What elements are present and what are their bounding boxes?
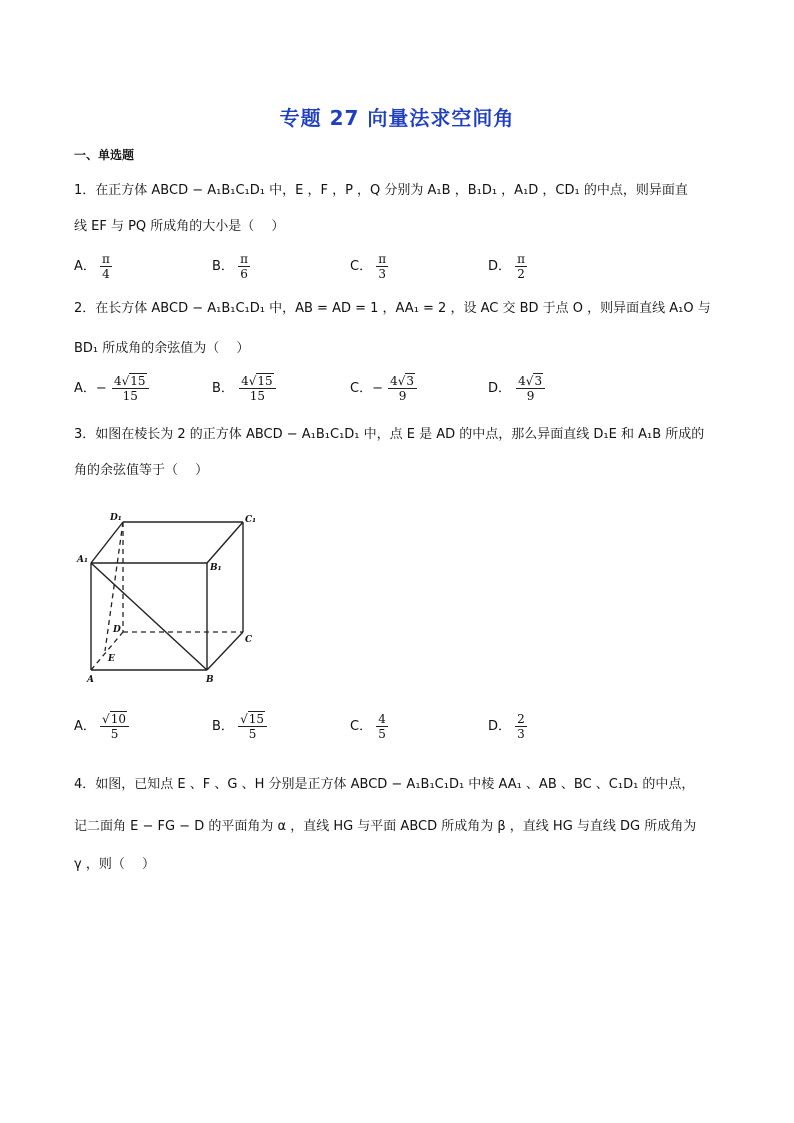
q1-option-c[interactable] [350, 252, 388, 281]
fraction: $\frac{4}{5}$ [378, 712, 386, 741]
fraction: $\frac{4√15}{15}$ [112, 374, 149, 403]
cube-diagram [74, 508, 274, 690]
fraction: $\frac{4√3}{9}$ [516, 374, 545, 403]
q1-text-line2: 线 EF 与 PQ 所成角的大小是（ ） [74, 219, 285, 234]
fraction: $\frac{4√15}{15}$ [239, 374, 276, 403]
fraction: $\frac{\pi}{2}$ [517, 252, 526, 281]
option-label: B． [212, 381, 234, 396]
option-label: B． [212, 259, 234, 274]
option-label: D． [488, 381, 512, 396]
fraction: $\frac{\pi}{3}$ [378, 252, 387, 281]
label-c1: C₁ [245, 515, 257, 525]
q3-option-b[interactable] [212, 712, 267, 741]
q4-text-line1: 4．如图，已知点 E 、F 、G 、H 分别是正方体 ABCD − A₁B₁C₁D₁ 中棱 AA₁ 、AB 、BC 、C₁D₁ 的中点， [74, 777, 695, 792]
q1-option-b[interactable] [212, 252, 250, 281]
option-label: A． [74, 719, 96, 734]
label-b: B [206, 675, 214, 685]
fraction: $\frac{\pi}{6}$ [240, 252, 248, 281]
label-d: D [113, 625, 121, 635]
label-d1: D₁ [110, 513, 122, 523]
q2-option-c[interactable]: C．− $\frac{4√3}{9}$ [350, 374, 417, 403]
q3-text-line1: 3．如图在棱长为 2 的正方体 ABCD − A₁B₁C₁D₁ 中，点 E 是 AD 的中点，那么异面直线 D₁E 和 A₁B 所成的 [74, 427, 705, 442]
page-title: 专题 27 向量法求空间角 [279, 106, 515, 130]
label-b1: B₁ [210, 563, 222, 573]
option-label: C． [350, 719, 373, 734]
label-a: A [87, 675, 94, 685]
q3-option-c[interactable] [350, 712, 388, 741]
fraction: $\frac{\pi}{4}$ [102, 252, 110, 281]
option-label: A． [74, 259, 96, 274]
q3-option-a[interactable] [74, 712, 129, 741]
edge-bc [207, 632, 243, 670]
cube-figure [74, 508, 274, 694]
fraction: $\frac{2}{3}$ [517, 712, 525, 741]
label-e: E [108, 654, 115, 664]
fraction: $\frac{4√3}{9}$ [388, 374, 417, 403]
q2-option-d[interactable] [488, 374, 545, 403]
q4-text-line3: γ ，则（ ） [74, 857, 155, 872]
option-label: B． [212, 719, 234, 734]
section-heading: 一、单选题 [74, 148, 135, 162]
option-label: C． [350, 381, 373, 396]
q3-text-line2: 角的余弦值等于（ ） [74, 463, 209, 478]
edge-a1d1 [91, 522, 123, 563]
q2-text-line1: 2．在长方体 ABCD − A₁B₁C₁D₁ 中，AB = AD = 1 ，AA₁ = 2 ，设 AC 交 BD 于点 O ，则异面直线 A₁O 与 [74, 301, 711, 316]
q1-option-d[interactable] [488, 252, 527, 281]
q2-option-a[interactable]: A．− $\frac{4√15}{15}$ [74, 374, 149, 403]
q3-option-d[interactable] [488, 712, 527, 741]
edge-ad [91, 632, 123, 670]
q1-option-a[interactable] [74, 252, 112, 281]
option-label: A． [74, 381, 96, 396]
label-a1: A₁ [77, 555, 88, 565]
option-label: C． [350, 259, 373, 274]
fraction: $\frac{√10}{5}$ [100, 712, 129, 741]
option-label: D． [488, 719, 512, 734]
option-label: D． [488, 259, 512, 274]
fraction: $\frac{√15}{5}$ [238, 712, 267, 741]
q2-option-b[interactable] [212, 374, 276, 403]
label-c: C [245, 635, 253, 645]
q4-text-line2: 记二面角 E − FG − D 的平面角为 α ，直线 HG 与平面 ABCD 所成角为 β ，直线 HG 与直线 DG 所成角为 [74, 819, 697, 834]
edge-b1c1 [207, 522, 243, 563]
q1-text-line1: 1．在正方体 ABCD − A₁B₁C₁D₁ 中，E ，F ，P ，Q 分别为 A₁B ，B₁D₁ ，A₁D ，CD₁ 的中点，则异面直 [74, 183, 688, 198]
q2-text-line2: BD₁ 所成角的余弦值为（ ） [74, 341, 250, 356]
